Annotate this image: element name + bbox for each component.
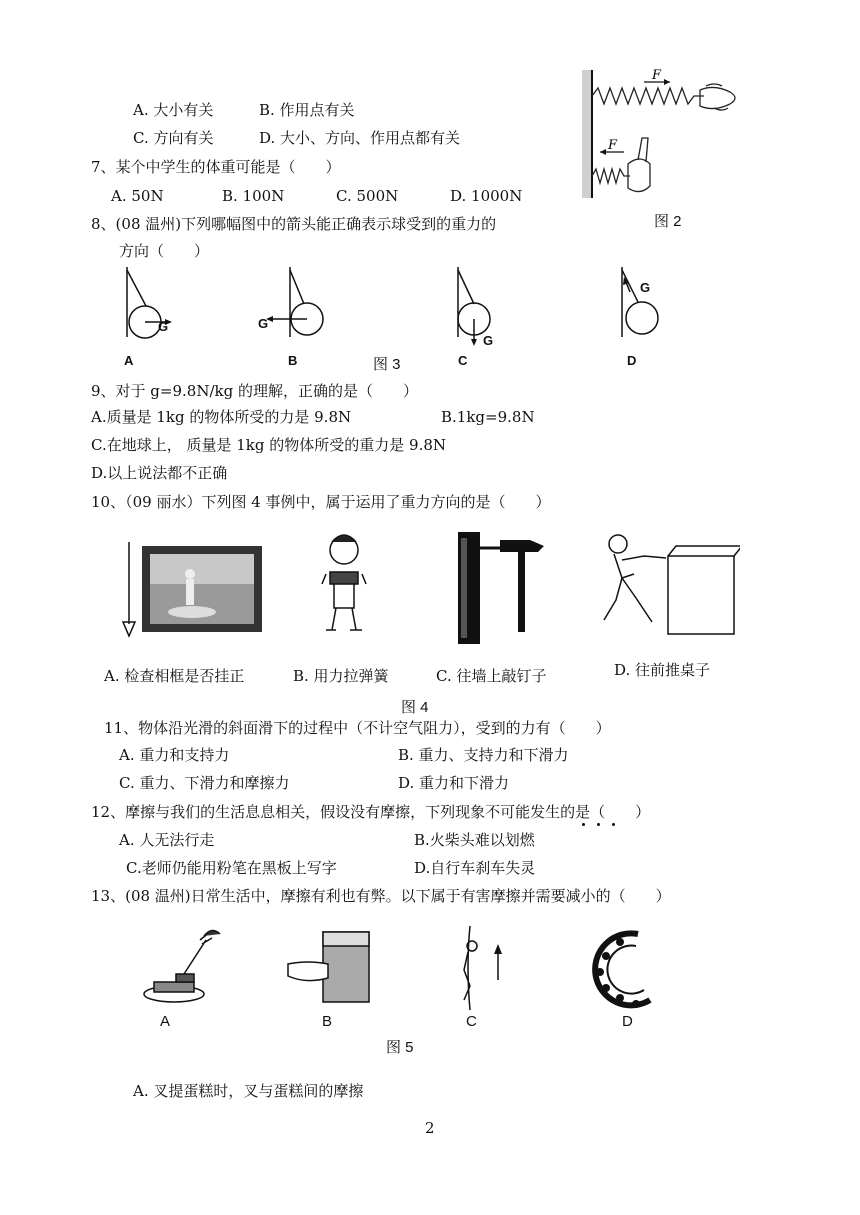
q6-option-b: B. 作用点有关 xyxy=(259,101,355,119)
fig3-g-label-b: G xyxy=(258,316,269,331)
q6-option-d: D. 大小、方向、作用点都有关 xyxy=(259,129,461,147)
fig3-label-d: D xyxy=(627,353,637,368)
figure-5-caption: 图 5 xyxy=(386,1039,414,1056)
q13-stem: 13、(08 温州)日常生活中，摩擦有利也有弊。以下属于有害摩擦并需要减小的（ ） xyxy=(91,887,671,905)
fig2-force-label-top: F xyxy=(652,68,662,83)
fig3-label-a: A xyxy=(124,353,134,368)
emphasis-dot xyxy=(582,823,585,826)
q8-stem-line1: 8、(08 温州)下列哪幅图中的箭头能正确表示球受到的重力的 xyxy=(91,215,497,233)
fig3-g-label-a: G xyxy=(158,319,169,334)
q7-option-d: D. 1000N xyxy=(450,187,523,205)
q11-option-a: A. 重力和支持力 xyxy=(119,746,230,764)
q10-option-a: A. 检查相框是否挂正 xyxy=(104,667,245,685)
q10-option-d: D. 往前推桌子 xyxy=(614,661,711,679)
q11-option-c: C. 重力、下滑力和摩擦力 xyxy=(119,774,290,792)
emphasis-dot xyxy=(597,823,600,826)
q12-option-d: D.自行车刹车失灵 xyxy=(414,859,536,877)
figure-2-caption: 图 2 xyxy=(654,213,682,230)
q6-option-c: C. 方向有关 xyxy=(133,129,214,147)
q10-stem: 10、（09 丽水）下列图 4 事例中，属于运用了重力方向的是（ ） xyxy=(91,493,551,511)
q12-option-a: A. 人无法行走 xyxy=(119,831,215,849)
q9-stem: 9、对于 g=9.8N/kg 的理解，正确的是（ ） xyxy=(91,382,418,400)
q9-option-d: D.以上说法都不正确 xyxy=(91,464,228,482)
fig5-label-c: C xyxy=(466,1013,477,1030)
fig3-label-c: C xyxy=(458,353,468,368)
q10-option-b: B. 用力拉弹簧 xyxy=(293,667,389,685)
q7-option-a: A. 50N xyxy=(111,187,164,205)
fig2-force-label-bottom: F xyxy=(608,138,618,153)
q11-option-b: B. 重力、支持力和下滑力 xyxy=(398,746,569,764)
fig5-label-d: D xyxy=(622,1013,633,1030)
q11-stem: 11、物体沿光滑的斜面滑下的过程中（不计空气阻力），受到的力有（ ） xyxy=(104,719,611,737)
q6-option-a: A. 大小有关 xyxy=(133,101,214,119)
q12-option-b: B.火柴头难以划燃 xyxy=(414,831,535,849)
emphasis-dot xyxy=(612,823,615,826)
q7-option-c: C. 500N xyxy=(336,187,399,205)
q12-option-c: C.老师仍能用粉笔在黑板上写字 xyxy=(126,859,337,877)
fig5-label-b: B xyxy=(322,1013,333,1030)
page-number: 2 xyxy=(425,1119,435,1137)
q9-option-a: A.质量是 1kg 的物体所受的力是 9.8N xyxy=(91,408,352,426)
q8-stem-line2: 方向（ ） xyxy=(119,242,210,260)
figure-5-illustrations xyxy=(138,924,678,1014)
fig3-label-b: B xyxy=(288,353,298,368)
q10-option-c: C. 往墙上敲钉子 xyxy=(436,667,547,685)
q11-option-d: D. 重力和下滑力 xyxy=(398,774,510,792)
fig3-g-label-d: G xyxy=(640,280,651,295)
figure-4-illustrations xyxy=(120,526,740,656)
q9-option-c: C.在地球上， 质量是 1kg 的物体所受的重力是 9.8N xyxy=(91,436,446,454)
figure-3-caption: 图 3 xyxy=(373,356,401,373)
q12-stem: 12、摩擦与我们的生活息息相关，假设没有摩擦，下列现象不可能发生的是（ ） xyxy=(91,803,651,821)
fig3-g-label-c: G xyxy=(483,333,494,348)
q13-option-a: A. 叉提蛋糕时，叉与蛋糕间的摩擦 xyxy=(133,1082,364,1100)
figure-2-spring-image xyxy=(578,68,748,203)
q9-option-b: B.1kg=9.8N xyxy=(441,408,535,426)
fig5-label-a: A xyxy=(160,1013,171,1030)
q7-option-b: B. 100N xyxy=(222,187,285,205)
q7-stem: 7、某个中学生的体重可能是（ ） xyxy=(91,158,341,176)
figure-4-caption: 图 4 xyxy=(401,699,429,716)
